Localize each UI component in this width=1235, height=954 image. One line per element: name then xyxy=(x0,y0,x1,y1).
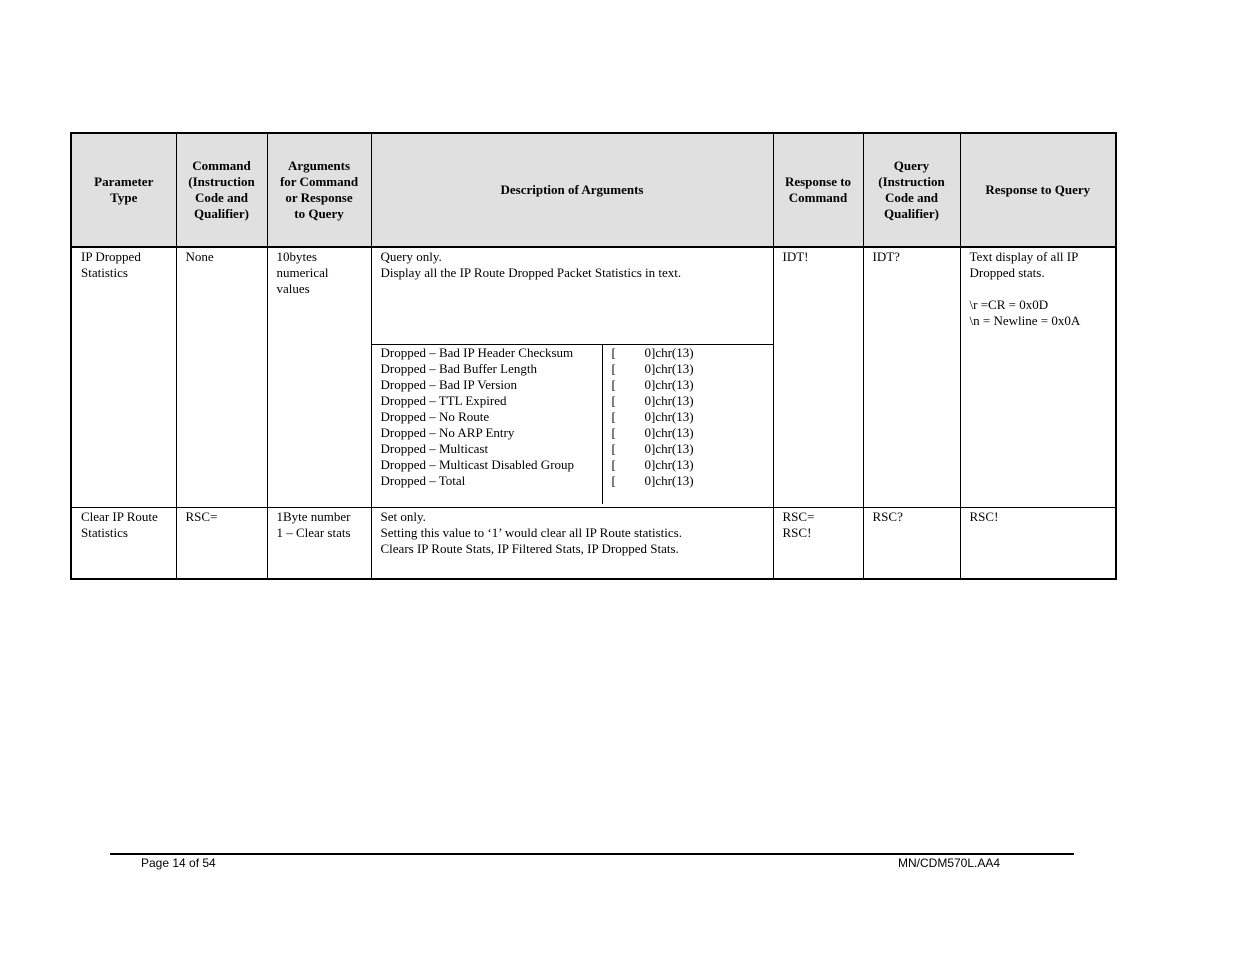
stat-value-row xyxy=(612,393,773,409)
document-id: MN/CDM570L.AA4 xyxy=(898,856,1001,870)
stat-bracket: [ xyxy=(611,361,616,376)
header-command: Command (Instruction Code and Qualifier) xyxy=(176,133,267,247)
header-response-to-query: Response to Query xyxy=(960,133,1116,247)
header-parameter-type: Parameter Type xyxy=(71,133,176,247)
cell-param-type: Clear IP Route Statistics xyxy=(71,508,176,580)
stat-value: 0]chr(13) xyxy=(644,409,694,424)
stat-value-row xyxy=(612,457,773,473)
table-row xyxy=(71,247,1116,508)
cell-command: None xyxy=(176,247,267,508)
cell-response-to-command: RSC= RSC! xyxy=(773,508,863,580)
header-arguments: Arguments for Command or Response to Query xyxy=(267,133,371,247)
cell-query: IDT? xyxy=(863,247,960,508)
stat-label: Dropped – Bad IP Version xyxy=(380,377,517,392)
header-row xyxy=(71,133,1116,247)
stat-bracket: [ xyxy=(611,473,616,488)
cell-response-to-command: IDT! xyxy=(773,247,863,508)
stat-bracket: [ xyxy=(611,409,616,424)
stat-value-row xyxy=(612,345,773,361)
command-table xyxy=(70,132,1117,580)
stat-bracket: [ xyxy=(611,377,616,392)
stat-value: 0]chr(13) xyxy=(644,377,694,392)
stat-label: Dropped – Multicast Disabled Group xyxy=(380,457,575,472)
stat-label: Dropped – Total xyxy=(380,473,466,488)
stat-bracket: [ xyxy=(611,425,616,440)
stat-label: Dropped – No Route xyxy=(380,409,490,424)
header-response-to-command: Response to Command xyxy=(773,133,863,247)
cell-response-to-query: RSC! xyxy=(960,508,1116,580)
stat-value-row xyxy=(612,441,773,457)
cell-description xyxy=(371,247,773,508)
header-description: Description of Arguments xyxy=(371,133,773,247)
cell-query: RSC? xyxy=(863,508,960,580)
stat-value: 0]chr(13) xyxy=(644,345,694,360)
stat-label: Dropped – TTL Expired xyxy=(380,393,507,408)
stat-value-row xyxy=(612,425,773,441)
stat-label: Dropped – No ARP Entry xyxy=(380,425,515,440)
footer-divider xyxy=(110,853,1074,855)
stat-label: Dropped – Bad IP Header Checksum xyxy=(380,345,574,360)
stat-value: 0]chr(13) xyxy=(644,441,694,456)
stat-value-row xyxy=(612,409,773,425)
stat-value: 0]chr(13) xyxy=(644,361,694,376)
cell-arguments: 1Byte number 1 – Clear stats xyxy=(267,508,371,580)
cell-response-to-query: Text display of all IP Dropped stats. \r =CR = 0x0D \n = Newline = 0x0A xyxy=(960,247,1116,508)
page-number: Page 14 of 54 xyxy=(141,856,216,870)
stat-bracket: [ xyxy=(611,457,616,472)
stats-values xyxy=(603,345,773,504)
stat-label: Dropped – Multicast xyxy=(380,441,489,456)
cell-arguments: 10bytes numerical values xyxy=(267,247,371,508)
cell-param-type: IP Dropped Statistics xyxy=(71,247,176,508)
stat-bracket: [ xyxy=(611,345,616,360)
stat-bracket: [ xyxy=(611,393,616,408)
stat-value-row xyxy=(612,361,773,377)
stat-value-row xyxy=(612,473,773,489)
table-row xyxy=(71,508,1116,580)
stat-value: 0]chr(13) xyxy=(644,457,694,472)
stat-value-row xyxy=(612,377,773,393)
cell-description: Set only. Setting this value to ‘1’ would clear all IP Route statistics. Clears IP Route Stats, IP Filtered Stats, IP Dropped Stats. xyxy=(371,508,773,580)
description-intro: Query only. Display all the IP Route Dropped Packet Statistics in text. xyxy=(380,249,682,280)
stats-list xyxy=(372,344,773,504)
stat-value: 0]chr(13) xyxy=(644,425,694,440)
stat-value: 0]chr(13) xyxy=(644,473,694,488)
cell-command: RSC= xyxy=(176,508,267,580)
header-query: Query (Instruction Code and Qualifier) xyxy=(863,133,960,247)
stats-labels xyxy=(372,345,603,504)
stat-bracket: [ xyxy=(611,441,616,456)
stat-value: 0]chr(13) xyxy=(644,393,694,408)
stat-label: Dropped – Bad Buffer Length xyxy=(380,361,537,376)
